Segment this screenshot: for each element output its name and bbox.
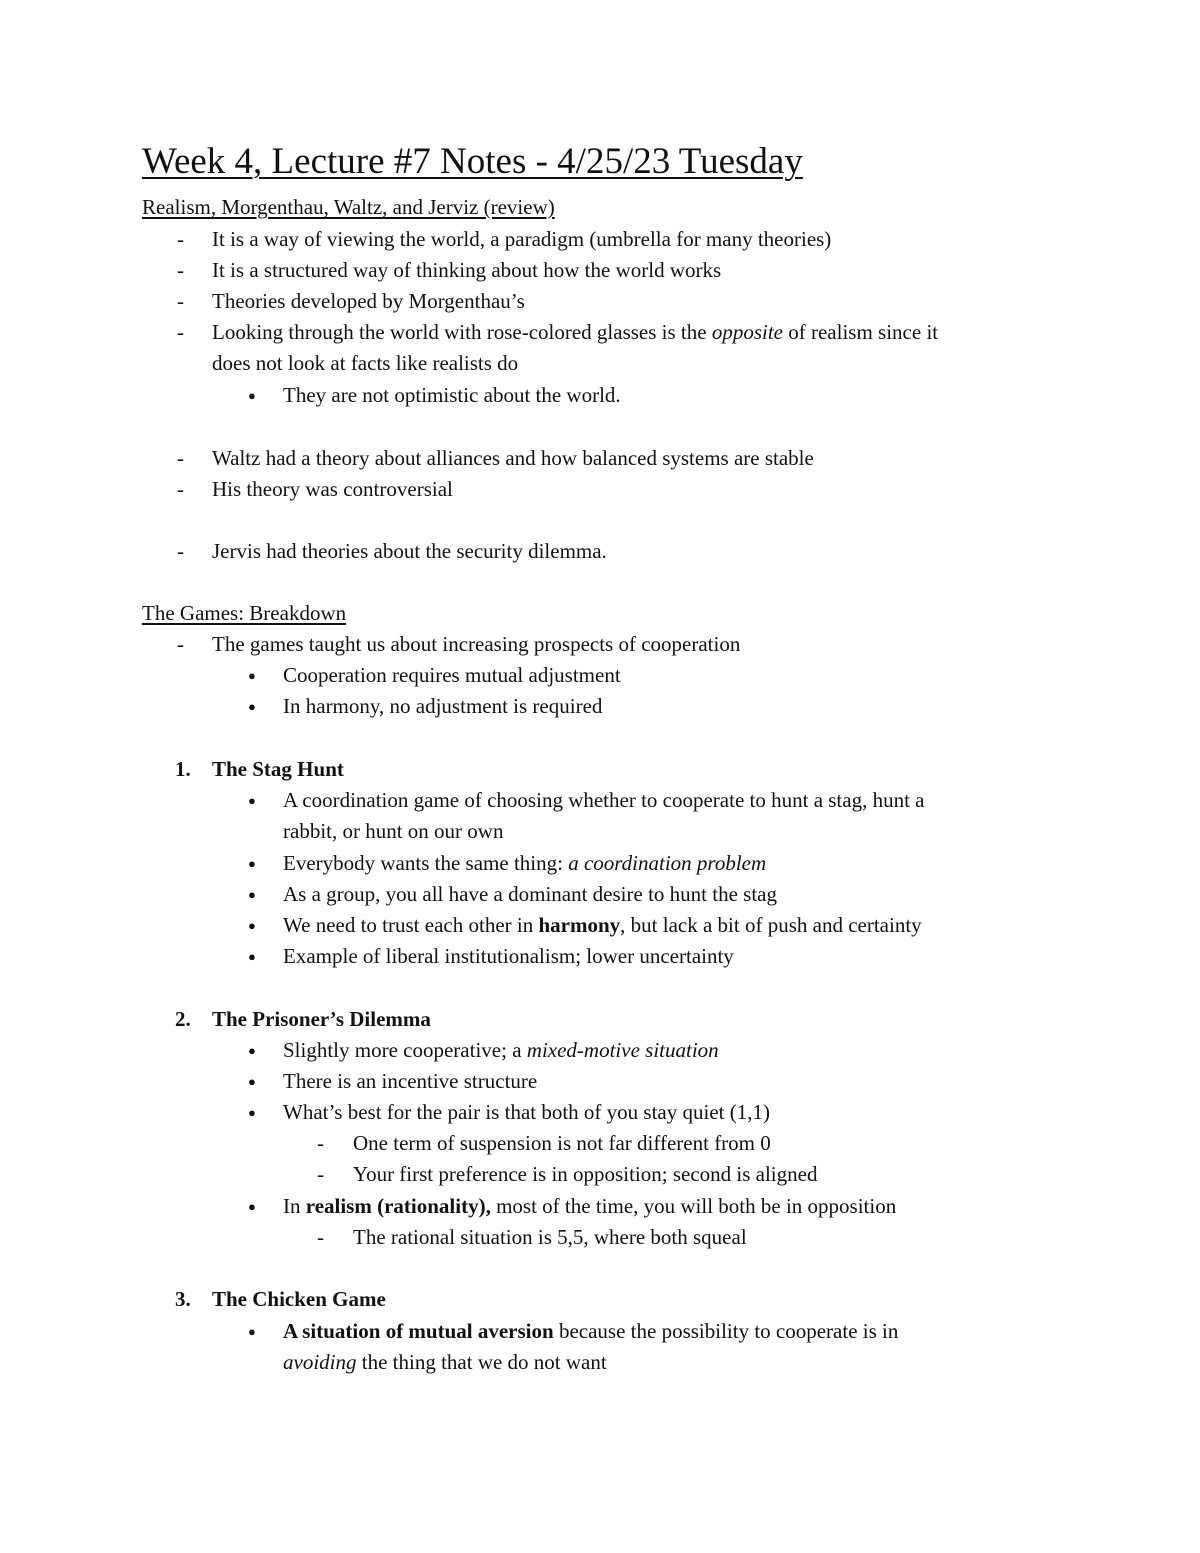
list-item: Theories developed by Morgenthau’s xyxy=(212,289,525,313)
dash-marker: - xyxy=(177,477,184,501)
sub-list-item xyxy=(283,1319,898,1344)
bullet-icon: ● xyxy=(248,1105,256,1120)
text-run: We need to trust each other in xyxy=(283,913,539,937)
text-run: , but lack a bit of push and certainty xyxy=(620,913,922,937)
sub-list-item: There is an incentive structure xyxy=(283,1069,538,1093)
list-item-continuation: does not look at facts like realists do xyxy=(212,351,519,375)
dash-marker: - xyxy=(177,258,184,282)
text-run: Everybody wants the same thing: xyxy=(283,851,569,875)
bullet-icon: ● xyxy=(248,918,256,933)
game-title-stag-hunt: The Stag Hunt xyxy=(212,757,344,781)
text-run: because the possibility to cooperate is in xyxy=(553,1319,899,1343)
bullet-icon: ● xyxy=(248,1199,256,1214)
dash-marker: - xyxy=(177,320,184,344)
list-item: It is a way of viewing the world, a paradigm (umbrella for many theories) xyxy=(212,227,832,251)
dash-marker: - xyxy=(177,632,184,656)
bullet-icon: ● xyxy=(248,668,256,683)
sub-list-item: Cooperation requires mutual adjustment xyxy=(283,663,621,687)
list-number: 1. xyxy=(175,757,191,781)
list-item: His theory was controversial xyxy=(212,477,453,501)
bullet-icon: ● xyxy=(248,949,256,964)
sub-list-item: As a group, you all have a dominant desire to hunt the stag xyxy=(283,882,777,906)
section-heading-realism: Realism, Morgenthau, Waltz, and Jerviz (review) xyxy=(142,195,555,219)
game-title-prisoners-dilemma: The Prisoner’s Dilemma xyxy=(212,1007,431,1031)
sub-list-item: What’s best for the pair is that both of you stay quiet (1,1) xyxy=(283,1100,770,1124)
dash-marker: - xyxy=(317,1162,324,1186)
dash-marker: - xyxy=(177,289,184,313)
nested-list-item: Your first preference is in opposition; second is aligned xyxy=(353,1162,818,1186)
list-number: 3. xyxy=(175,1287,191,1311)
emphasis-text: mixed-motive situation xyxy=(526,1038,719,1062)
list-item: It is a structured way of thinking about how the world works xyxy=(212,258,722,282)
sub-list-item xyxy=(283,913,922,938)
game-title-chicken-game: The Chicken Game xyxy=(212,1287,386,1311)
dash-marker: - xyxy=(317,1131,324,1155)
bold-text: A situation of mutual aversion xyxy=(283,1319,554,1343)
bullet-icon: ● xyxy=(248,699,256,714)
sub-list-item xyxy=(283,851,766,876)
text-run: most of the time, you will both be in opposition xyxy=(490,1194,897,1218)
bold-text: harmony xyxy=(538,913,621,937)
sub-list-item xyxy=(283,1194,896,1219)
text-run: Slightly more cooperative; a xyxy=(283,1038,527,1062)
section-heading-games: The Games: Breakdown xyxy=(142,601,347,625)
page-title: Week 4, Lecture #7 Notes - 4/25/23 Tuesday xyxy=(142,141,803,182)
sub-list-item: Example of liberal institutionalism; lower uncertainty xyxy=(283,944,734,968)
bullet-icon: ● xyxy=(248,388,256,403)
list-item xyxy=(212,320,938,345)
sub-list-item xyxy=(283,1038,719,1063)
dash-marker: - xyxy=(177,539,184,563)
dash-marker: - xyxy=(177,446,184,470)
bold-text: realism (rationality), xyxy=(305,1194,491,1218)
nested-list-item: The rational situation is 5,5, where both squeal xyxy=(353,1225,747,1249)
text-run: the thing that we do not want xyxy=(356,1350,607,1374)
emphasis-text: a coordination problem xyxy=(568,851,767,875)
sub-list-item-continuation: rabbit, or hunt on our own xyxy=(283,819,504,843)
bullet-icon: ● xyxy=(248,793,256,808)
text-run: of realism since it xyxy=(783,320,939,344)
bullet-icon: ● xyxy=(248,1324,256,1339)
list-item: Jervis had theories about the security dilemma. xyxy=(212,539,607,563)
list-item: The games taught us about increasing prospects of cooperation xyxy=(212,632,741,656)
bullet-icon: ● xyxy=(248,856,256,871)
dash-marker: - xyxy=(177,227,184,251)
emphasis-text: opposite xyxy=(711,320,783,344)
bullet-icon: ● xyxy=(248,1043,256,1058)
sub-list-item-continuation xyxy=(283,1350,607,1375)
emphasis-text: avoiding xyxy=(283,1350,357,1374)
nested-list-item: One term of suspension is not far different from 0 xyxy=(353,1131,771,1155)
list-number: 2. xyxy=(175,1007,191,1031)
bullet-icon: ● xyxy=(248,887,256,902)
sub-list-item: In harmony, no adjustment is required xyxy=(283,694,603,718)
text-run: In xyxy=(283,1194,306,1218)
sub-list-item: They are not optimistic about the world. xyxy=(283,383,621,407)
text-run: Looking through the world with rose-colored glasses is the xyxy=(212,320,712,344)
dash-marker: - xyxy=(317,1225,324,1249)
sub-list-item: A coordination game of choosing whether to cooperate to hunt a stag, hunt a xyxy=(283,788,925,812)
list-item: Waltz had a theory about alliances and how balanced systems are stable xyxy=(212,446,814,470)
bullet-icon: ● xyxy=(248,1074,256,1089)
